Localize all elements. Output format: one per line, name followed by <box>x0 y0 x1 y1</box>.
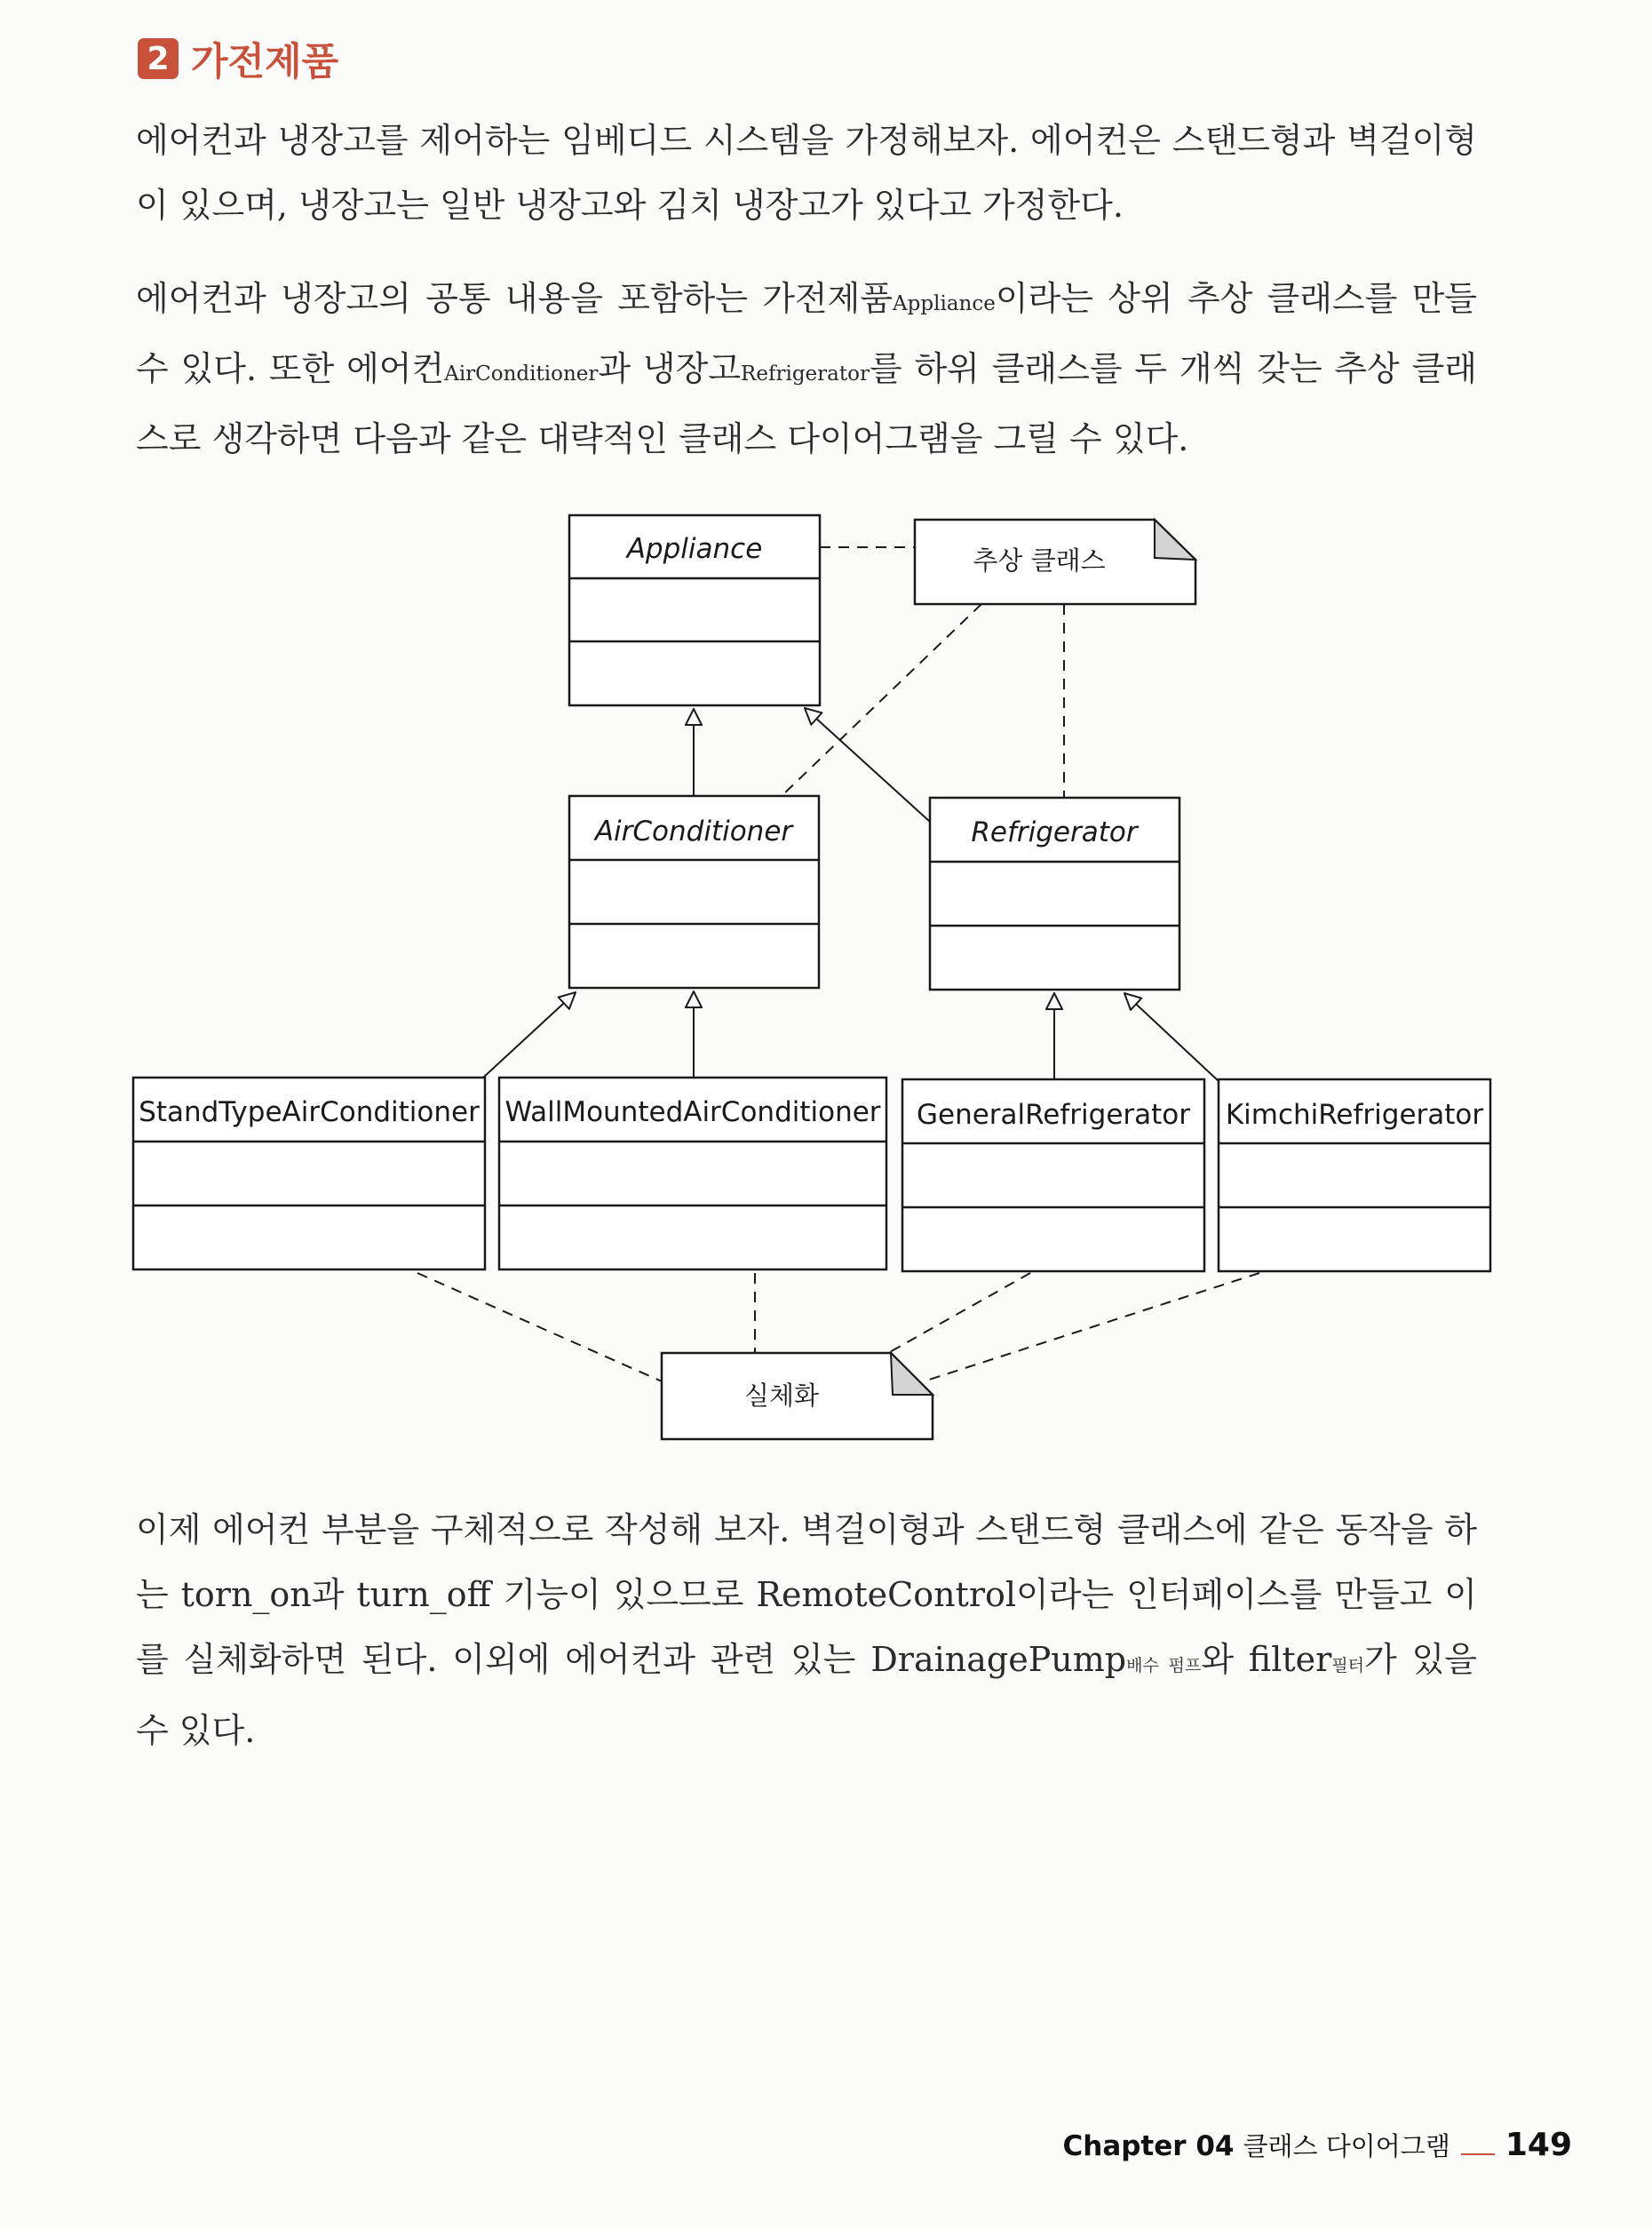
paragraph-text: 와 filter <box>1201 1640 1332 1679</box>
note-text-realization: 실체화 <box>743 1381 820 1411</box>
paragraph-text: 이라는 상위 추상 클래스를 만들 수 있다. 또한 에어컨 <box>136 279 1477 388</box>
footer-separator <box>1461 2153 1495 2155</box>
footer-chapter-title: 클래스 다이어그램 <box>1243 2131 1450 2161</box>
paragraph-text: 이제 에어컨 부분을 구체적으로 작성해 보자. 벽걸이형과 스탠드형 클래스에 같은 동작을 하는 torn_on과 turn_off 기능이 있으므로 RemoteControl이라는 인터페이스를 만들고 이를 실체화하면 된다. 이외에 에어컨과 관련 있는 DrainagePump <box>136 1510 1477 1679</box>
page-footer <box>1063 2127 1573 2163</box>
class-standtype-airconditioner <box>133 1078 485 1269</box>
realization-link-general <box>888 1273 1030 1353</box>
generalization-refrigerator-appliance <box>805 708 930 822</box>
paragraph-intro-text: 에어컨과 냉장고를 제어하는 임베디드 시스템을 가정해보자. 에어컨은 스탠드형과 벽걸이형이 있으며, 냉장고는 일반 냉장고와 김치 냉장고가 있다고 가정한다. <box>136 121 1477 225</box>
annotation-appliance: Appliance <box>893 292 996 315</box>
realization-link-kimchi <box>924 1273 1259 1381</box>
paragraph-remote-control <box>136 1498 1477 1763</box>
note-realization <box>662 1353 933 1439</box>
class-name-standtype: StandTypeAirConditioner <box>139 1096 480 1128</box>
paragraph-text: 를 하위 클래스를 두 개씩 갖는 추상 클래스로 생각하면 다음과 같은 대략적인 클래스 다이어그램을 그릴 수 있다. <box>136 349 1477 458</box>
paragraph-text: 과 냉장고 <box>598 349 742 388</box>
note-abstract-class <box>915 520 1195 604</box>
class-refrigerator <box>930 798 1179 990</box>
realization-link-standtype <box>417 1273 662 1381</box>
class-name-airconditioner: AirConditioner <box>594 816 793 847</box>
annotation-filter: 필터 <box>1331 1656 1365 1675</box>
class-name-wallmounted: WallMountedAirConditioner <box>504 1096 881 1128</box>
section-number-badge: 2 <box>138 38 179 79</box>
annotation-refrigerator: Refrigerator <box>741 362 870 386</box>
section-title: 가전제품 <box>191 39 339 84</box>
annotation-airconditioner: AirConditioner <box>444 362 599 386</box>
paragraph-text: 에어컨과 냉장고의 공통 내용을 포함하는 가전제품 <box>136 279 894 318</box>
note-text-abstract: 추상 클래스 <box>973 545 1106 576</box>
page-number: 149 <box>1505 2127 1572 2163</box>
class-name-general: GeneralRefrigerator <box>916 1099 1191 1131</box>
footer-chapter: Chapter 04 <box>1062 2130 1235 2162</box>
class-general-refrigerator <box>902 1079 1204 1271</box>
class-appliance <box>569 515 820 705</box>
annotation-drainage-pump: 배수 펌프 <box>1126 1656 1202 1675</box>
class-airconditioner <box>569 796 819 988</box>
paragraph-text: 가 있을 수 있다. <box>136 1640 1477 1750</box>
class-kimchi-refrigerator <box>1219 1079 1490 1271</box>
class-name-kimchi: KimchiRefrigerator <box>1225 1099 1484 1131</box>
class-name-refrigerator: Refrigerator <box>971 816 1138 848</box>
class-wallmounted-airconditioner <box>499 1078 886 1269</box>
generalization-standtype-airconditioner <box>483 992 576 1078</box>
generalization-kimchi-refrigerator <box>1124 993 1219 1081</box>
class-name-appliance: Appliance <box>626 533 763 565</box>
